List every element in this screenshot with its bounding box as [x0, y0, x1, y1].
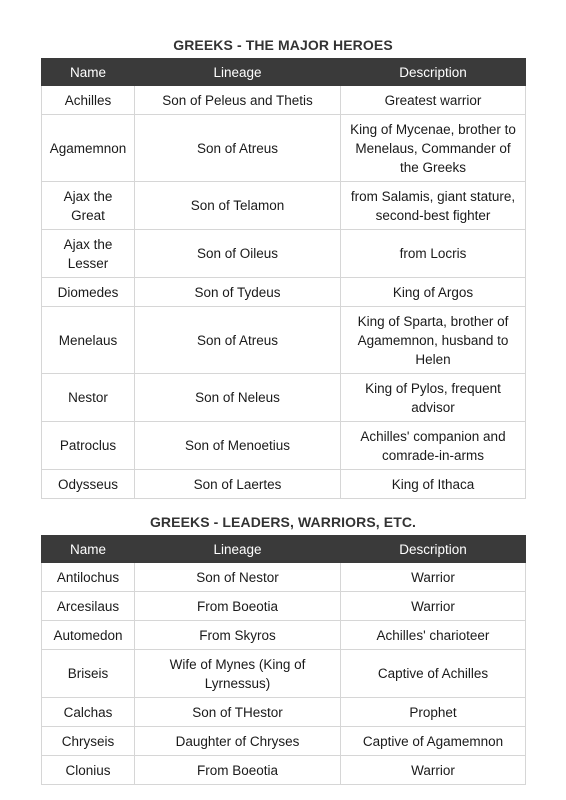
cell-lineage: Son of Atreus — [135, 115, 341, 182]
cell-name: Automedon — [42, 621, 135, 650]
table-row — [42, 650, 526, 698]
table-row — [42, 182, 526, 230]
column-header-name: Name — [42, 536, 135, 563]
cell-name: Chryseis — [42, 727, 135, 756]
cell-description: Warrior — [341, 563, 526, 592]
cell-lineage: From Boeotia — [135, 756, 341, 785]
table-row — [42, 727, 526, 756]
table-row — [42, 470, 526, 499]
table-row — [42, 115, 526, 182]
major-heroes-table — [41, 58, 526, 499]
cell-lineage: Son of Menoetius — [135, 422, 341, 470]
column-header-description: Description — [341, 536, 526, 563]
cell-name: Agamemnon — [42, 115, 135, 182]
cell-description: Prophet — [341, 698, 526, 727]
column-header-lineage: Lineage — [135, 59, 341, 86]
cell-lineage: Son of Neleus — [135, 374, 341, 422]
table-row — [42, 621, 526, 650]
cell-lineage: Son of Peleus and Thetis — [135, 86, 341, 115]
cell-name: Diomedes — [42, 278, 135, 307]
cell-name: Briseis — [42, 650, 135, 698]
cell-name: Arcesilaus — [42, 592, 135, 621]
cell-lineage: Son of Nestor — [135, 563, 341, 592]
cell-lineage: From Boeotia — [135, 592, 341, 621]
section-title-leaders-warriors: GREEKS - LEADERS, WARRIORS, ETC. — [149, 514, 417, 530]
cell-name: Calchas — [42, 698, 135, 727]
cell-name: Odysseus — [42, 470, 135, 499]
cell-name: Ajax the Lesser — [42, 230, 135, 278]
table-row — [42, 563, 526, 592]
table-row — [42, 374, 526, 422]
column-header-description: Description — [341, 59, 526, 86]
section-title-major-heroes: GREEKS - THE MAJOR HEROES — [173, 37, 393, 53]
cell-name: Ajax the Great — [42, 182, 135, 230]
cell-lineage: Son of Atreus — [135, 307, 341, 374]
cell-name: Antilochus — [42, 563, 135, 592]
table-row — [42, 592, 526, 621]
cell-description: King of Ithaca — [341, 470, 526, 499]
cell-lineage: Son of Oileus — [135, 230, 341, 278]
cell-lineage: From Skyros — [135, 621, 341, 650]
cell-name: Clonius — [42, 756, 135, 785]
cell-name: Menelaus — [42, 307, 135, 374]
table-row — [42, 422, 526, 470]
cell-description: Achilles' companion and comrade-in-arms — [341, 422, 526, 470]
cell-name: Achilles — [42, 86, 135, 115]
column-header-name: Name — [42, 59, 135, 86]
leaders-warriors-table — [41, 535, 526, 785]
cell-lineage: Son of Laertes — [135, 470, 341, 499]
cell-name: Nestor — [42, 374, 135, 422]
cell-description: King of Sparta, brother of Agamemnon, husband to Helen — [341, 307, 526, 374]
cell-description: Captive of Agamemnon — [341, 727, 526, 756]
table-row — [42, 698, 526, 727]
cell-name: Patroclus — [42, 422, 135, 470]
cell-description: Achilles' charioteer — [341, 621, 526, 650]
cell-lineage: Son of THestor — [135, 698, 341, 727]
table-row — [42, 756, 526, 785]
cell-description: King of Mycenae, brother to Menelaus, Commander of the Greeks — [341, 115, 526, 182]
cell-description: from Salamis, giant stature, second-best fighter — [341, 182, 526, 230]
table-header-row — [42, 59, 526, 86]
cell-lineage: Wife of Mynes (King of Lyrnessus) — [135, 650, 341, 698]
cell-description: Warrior — [341, 592, 526, 621]
table-header-row — [42, 536, 526, 563]
cell-description: King of Argos — [341, 278, 526, 307]
table-row — [42, 307, 526, 374]
cell-lineage: Son of Telamon — [135, 182, 341, 230]
cell-description: from Locris — [341, 230, 526, 278]
cell-lineage: Son of Tydeus — [135, 278, 341, 307]
column-header-lineage: Lineage — [135, 536, 341, 563]
table-row — [42, 86, 526, 115]
cell-description: Captive of Achilles — [341, 650, 526, 698]
cell-lineage: Daughter of Chryses — [135, 727, 341, 756]
cell-description: Greatest warrior — [341, 86, 526, 115]
cell-description: Warrior — [341, 756, 526, 785]
table-row — [42, 230, 526, 278]
table-row — [42, 278, 526, 307]
cell-description: King of Pylos, frequent advisor — [341, 374, 526, 422]
